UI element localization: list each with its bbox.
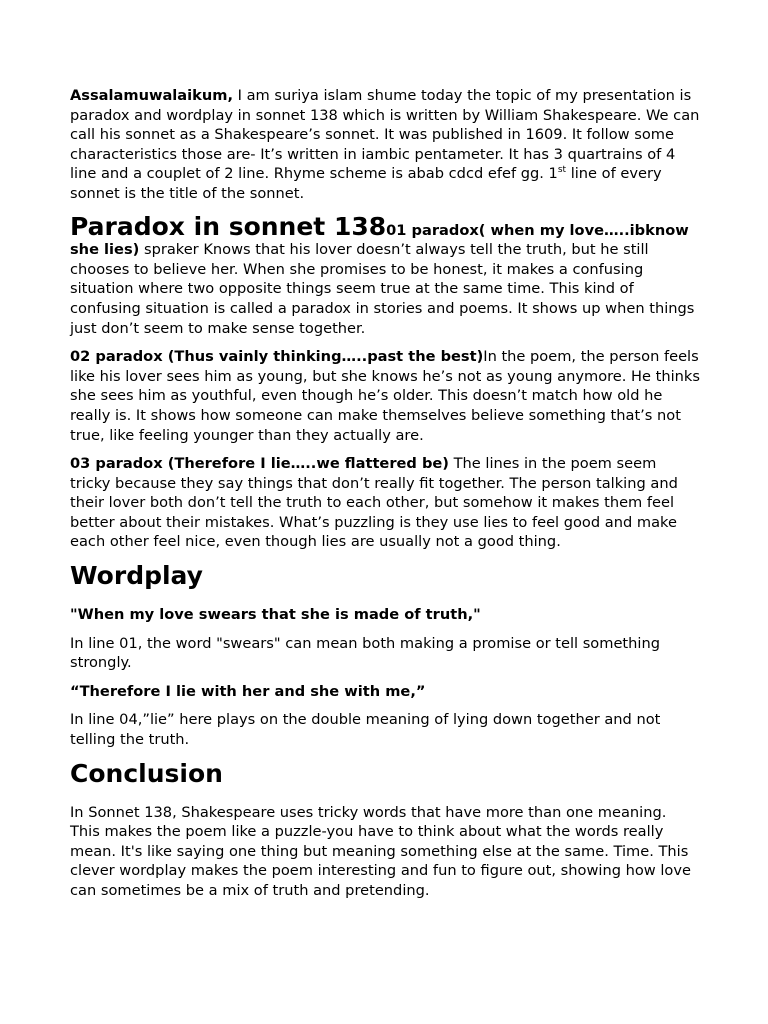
intro-text-b: line of every sonnet is the title of the sonnet. — [70, 165, 662, 202]
wordplay-explanation-2: In line 04,”lie” here plays on the double meaning of lying down together and not telling the truth. — [70, 711, 661, 749]
wordplay-quote-2-text: “Therefore I lie with her and she with me,” — [70, 682, 426, 700]
conclusion-paragraph: In Sonnet 138, Shakespeare uses tricky words that have more than one meaning. This makes the poem like a puzzle-you have to think about what the words really mean. It's like saying one thing but meaning something else at the same. Time. This clever wordplay makes the poem interesting and fun to figure out, showing how love can sometimes be a mix of truth and pretending. — [70, 803, 691, 899]
paradox-heading: Paradox in sonnet 138 — [70, 211, 387, 241]
paradox-02-text: In the poem, the person feels like his lover sees him as young, but she knows he’s not as young anymore. He thinks she sees him as youthful, even though he’s older. This doesn’t match how old he really is. It shows how someone can make themselves believe something that’s not true, like feeling younger than they actually are. — [70, 348, 700, 444]
wordplay-explanation-1: In line 01, the word "swears" can mean both making a promise or tell something strongly. — [70, 634, 660, 672]
wordplay-quote-1 — [70, 605, 700, 625]
paradox-01-paragraph — [70, 211, 700, 339]
paradox-03-paragraph — [70, 454, 700, 552]
conclusion-heading: Conclusion — [70, 758, 223, 788]
paradox-03-text: The lines in the poem seem tricky because they say things that don’t really fit together. The person talking and their lover both don’t tell the truth to each other, but somehow it makes them feel better about their mistakes. What’s puzzling is they use lies to feel good and make each other feel nice, even though lies are usually not a good thing. — [70, 455, 678, 551]
intro-text-a: I am suriya islam shume today the topic of my presentation is paradox and wordplay in sonnet 138 which is written by William Shakespeare. We can call his sonnet as a Shakespeare’s sonnet. It was published in 1609. It follow some characteristics those are- It’s written in iambic pentameter. It has 3 quartrains of 4 line and a couplet of 2 line. Rhyme scheme is abab cdcd efef gg. 1 — [70, 87, 700, 183]
paradox-01-text: spraker Knows that his lover doesn’t always tell the truth, but he still chooses to believe her. When she promises to be honest, it makes a confusing situation where two opposite things seem true at the same time. This kind of confusing situation is called a paradox in stories and poems. It shows up when things just don’t seem to make sense together. — [70, 241, 695, 337]
wordplay-quote-2 — [70, 682, 700, 702]
greeting: Assalamuwalaikum, — [70, 87, 233, 104]
paradox-02-paragraph — [70, 347, 700, 445]
paradox-01-label: 01 paradox( when my love…..ibknow she lies) — [70, 221, 689, 259]
intro-paragraph — [70, 86, 700, 204]
paradox-02-label: 02 paradox (Thus vainly thinking…..past the best) — [70, 348, 484, 366]
ordinal-superscript: st — [557, 165, 567, 176]
wordplay-quote-1-text: "When my love swears that she is made of truth," — [70, 606, 481, 624]
paradox-03-label: 03 paradox (Therefore I lie…..we flattered be) — [70, 455, 449, 473]
wordplay-heading: Wordplay — [70, 561, 203, 591]
